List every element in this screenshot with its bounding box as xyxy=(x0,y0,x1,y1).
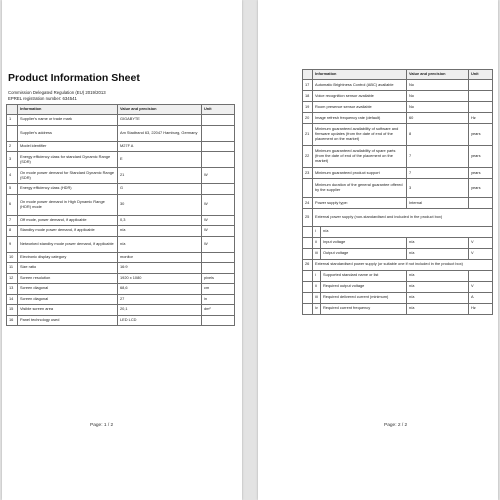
table-row xyxy=(7,305,235,316)
table-row xyxy=(7,294,235,305)
row-information: Screen diagonal xyxy=(18,294,118,305)
row-value: No xyxy=(407,102,469,113)
row-number: 11 xyxy=(7,263,18,274)
row-unit xyxy=(202,263,235,274)
row-number: 8 xyxy=(7,226,18,237)
table-row xyxy=(7,236,235,252)
table-section-row xyxy=(303,259,493,270)
row-sub-index: i xyxy=(313,270,321,281)
row-unit: W xyxy=(202,168,235,184)
table-row xyxy=(303,168,493,179)
row-information: Networked standby mode power demand, if applicable xyxy=(18,236,118,252)
document-page-2 xyxy=(258,0,498,500)
table-row xyxy=(303,270,493,281)
header-information: Information xyxy=(18,105,118,115)
eprel-number: EPREL registration number: 634541 xyxy=(8,96,77,102)
row-unit: dm² xyxy=(202,305,235,316)
table-row xyxy=(303,198,493,209)
row-value: n/a xyxy=(407,303,469,314)
row-unit xyxy=(202,252,235,263)
row-value: n/a xyxy=(407,270,469,281)
row-information: Image refresh frequency rate (default) xyxy=(313,113,407,124)
row-value: 16:9 xyxy=(118,263,202,274)
row-value: n/a xyxy=(118,236,202,252)
row-sub-index: iv xyxy=(313,303,321,314)
table-row xyxy=(303,179,493,198)
row-unit xyxy=(202,184,235,195)
row-information: Room presence sensor available xyxy=(313,102,407,113)
table-row xyxy=(303,113,493,124)
row-sub-index: ii xyxy=(313,237,321,248)
row-value: n/a xyxy=(407,281,469,292)
row-value: LED LCD xyxy=(118,315,202,326)
row-information: Minimum guaranteed availability of spare parts (from the date of end of the placement on the market) xyxy=(313,146,407,168)
row-number: 14 xyxy=(7,294,18,305)
row-number xyxy=(303,226,313,237)
row-unit: V xyxy=(469,248,493,259)
row-value: 7 xyxy=(407,146,469,168)
row-unit: pixels xyxy=(202,273,235,284)
row-value: 27 xyxy=(118,294,202,305)
row-unit: Hz xyxy=(469,113,493,124)
row-unit: W xyxy=(202,236,235,252)
row-information: n/a xyxy=(321,226,493,237)
row-number xyxy=(303,237,313,248)
table-row xyxy=(303,281,493,292)
row-value: M27F A xyxy=(118,141,202,152)
row-number xyxy=(303,292,313,303)
header-number xyxy=(303,70,313,80)
row-information: Required output voltage xyxy=(321,281,407,292)
header-unit: Unit xyxy=(469,70,493,80)
row-information: Power supply type: xyxy=(313,198,407,209)
row-number: 26 xyxy=(303,259,313,270)
table-row xyxy=(7,115,235,126)
row-number xyxy=(303,270,313,281)
table-row xyxy=(7,273,235,284)
row-value: Am Stadtrand 63, 22047 Hamburg, Germany xyxy=(118,125,202,141)
row-value: 21 xyxy=(118,168,202,184)
row-sub-index: i xyxy=(313,226,321,237)
row-number: 13 xyxy=(7,284,18,295)
row-value: n/a xyxy=(407,248,469,259)
row-unit xyxy=(469,91,493,102)
row-number xyxy=(7,125,18,141)
table-row xyxy=(7,252,235,263)
row-unit: years xyxy=(469,179,493,198)
row-unit xyxy=(469,80,493,91)
row-sub-index: iii xyxy=(313,248,321,259)
table-row xyxy=(7,141,235,152)
row-information: Energy efficiency class for standard Dynamic Range (SDR) xyxy=(18,152,118,168)
row-number: 2 xyxy=(7,141,18,152)
row-number: 12 xyxy=(7,273,18,284)
table-row xyxy=(303,80,493,91)
row-unit xyxy=(469,102,493,113)
table-row xyxy=(303,248,493,259)
row-information: Automatic Brightness Control (ABC) available xyxy=(313,80,407,91)
row-information: Energy efficiency class (HDR) xyxy=(18,184,118,195)
page-footer: Page: 1 / 2 xyxy=(90,423,114,428)
table-row xyxy=(7,184,235,195)
table-row xyxy=(7,263,235,274)
header-information: Information xyxy=(313,70,407,80)
table-section-row xyxy=(303,209,493,227)
header-value: Value and precision xyxy=(407,70,469,80)
table-header-row xyxy=(303,70,493,80)
row-unit: years xyxy=(469,168,493,179)
regulation-block xyxy=(8,90,106,103)
document-page-1 xyxy=(2,0,242,500)
row-information: Minimum duration of the general guarantee offered by the supplier xyxy=(313,179,407,198)
row-number: 9 xyxy=(7,236,18,252)
row-value: E xyxy=(118,152,202,168)
row-number: 4 xyxy=(7,168,18,184)
row-sub-index: ii xyxy=(313,281,321,292)
row-unit: V xyxy=(469,281,493,292)
row-value: n/a xyxy=(407,292,469,303)
table-row xyxy=(7,215,235,226)
row-value: 7 xyxy=(407,168,469,179)
row-unit: years xyxy=(469,146,493,168)
row-unit xyxy=(202,152,235,168)
row-value: GIGABYTE xyxy=(118,115,202,126)
page-footer: Page: 2 / 2 xyxy=(384,423,408,428)
row-number: 10 xyxy=(7,252,18,263)
row-number: 18 xyxy=(303,91,313,102)
info-table-page-1 xyxy=(6,104,235,326)
row-unit xyxy=(202,141,235,152)
row-information: Supported standard name or list xyxy=(321,270,407,281)
row-unit xyxy=(202,125,235,141)
row-information: Output voltage xyxy=(321,248,407,259)
row-information: Required current frequency xyxy=(321,303,407,314)
header-unit: Unit xyxy=(202,105,235,115)
row-number: 3 xyxy=(7,152,18,168)
row-number: 7 xyxy=(7,215,18,226)
row-number: 16 xyxy=(7,315,18,326)
table-row xyxy=(303,292,493,303)
table-row xyxy=(7,315,235,326)
row-information: Standby mode power demand, if applicable xyxy=(18,226,118,237)
regulation-text: Commission Delegated Regulation (EU) 2019/2013 xyxy=(8,90,106,95)
row-information: Minimum guaranteed product support xyxy=(313,168,407,179)
table-row xyxy=(7,226,235,237)
row-unit: W xyxy=(202,226,235,237)
row-number: 24 xyxy=(303,198,313,209)
header-number xyxy=(7,105,18,115)
row-unit xyxy=(202,115,235,126)
info-table-page-2 xyxy=(302,69,493,315)
row-number xyxy=(303,281,313,292)
row-information: Electronic display category xyxy=(18,252,118,263)
row-unit: A xyxy=(469,292,493,303)
row-information: Screen resolution xyxy=(18,273,118,284)
row-unit: V xyxy=(469,237,493,248)
row-number: 20 xyxy=(303,113,313,124)
row-information: Model identifier xyxy=(18,141,118,152)
row-number: 22 xyxy=(303,146,313,168)
row-value: monitor xyxy=(118,252,202,263)
row-value: 1920 x 1080 xyxy=(118,273,202,284)
header-value: Value and precision xyxy=(118,105,202,115)
row-value: Internal xyxy=(407,198,469,209)
row-unit xyxy=(202,315,235,326)
row-number xyxy=(303,179,313,198)
row-number xyxy=(303,248,313,259)
row-information: On mode power demand in High Dynamic Range (HDR) mode xyxy=(18,194,118,215)
row-value: 30 xyxy=(118,194,202,215)
table-row xyxy=(303,237,493,248)
row-value: No xyxy=(407,91,469,102)
row-information: Panel technology used xyxy=(18,315,118,326)
row-information: Supplier's address xyxy=(18,125,118,141)
row-unit xyxy=(469,198,493,209)
table-row xyxy=(7,284,235,295)
row-sub-index: iii xyxy=(313,292,321,303)
table-row xyxy=(7,168,235,184)
row-value: 68,6 xyxy=(118,284,202,295)
row-value: n/a xyxy=(407,237,469,248)
table-row xyxy=(303,303,493,314)
section-heading: External standardised power supply (or suitable one if not included in the product box) xyxy=(313,259,493,270)
table-row xyxy=(303,124,493,146)
row-number: 25 xyxy=(303,209,313,227)
row-unit: cm xyxy=(202,284,235,295)
row-number: 1 xyxy=(7,115,18,126)
row-unit: in xyxy=(202,294,235,305)
row-number xyxy=(303,303,313,314)
row-information: Size ratio xyxy=(18,263,118,274)
row-number: 21 xyxy=(303,124,313,146)
table-row xyxy=(7,152,235,168)
row-number: 5 xyxy=(7,184,18,195)
row-information: On mode power demand for Standard Dynamic Range (SDR) xyxy=(18,168,118,184)
row-unit: W xyxy=(202,215,235,226)
row-unit: years xyxy=(469,124,493,146)
row-information: Off mode, power demand, if applicable xyxy=(18,215,118,226)
row-value: 0,3 xyxy=(118,215,202,226)
row-value: G xyxy=(118,184,202,195)
row-value: n/a xyxy=(118,226,202,237)
row-information: Voice recognition sensor available xyxy=(313,91,407,102)
row-information: Minimum guaranteed availability of software and firmware updates (from the date of end of the placement on the market) xyxy=(313,124,407,146)
row-number: 17 xyxy=(303,80,313,91)
row-number: 15 xyxy=(7,305,18,316)
row-information: Supplier's name or trade mark xyxy=(18,115,118,126)
row-information: Screen diagonal xyxy=(18,284,118,295)
row-unit: Hz xyxy=(469,303,493,314)
table-row xyxy=(7,125,235,141)
row-number: 23 xyxy=(303,168,313,179)
row-number: 19 xyxy=(303,102,313,113)
row-value: 60 xyxy=(407,113,469,124)
row-number: 6 xyxy=(7,194,18,215)
row-value: 20,1 xyxy=(118,305,202,316)
row-unit: W xyxy=(202,194,235,215)
row-value: No xyxy=(407,80,469,91)
row-value: 3 xyxy=(407,179,469,198)
section-heading: External power supply (non-standardised and included in the product box) xyxy=(313,209,493,227)
table-row xyxy=(303,226,493,237)
table-header-row xyxy=(7,105,235,115)
row-unit xyxy=(469,270,493,281)
row-information: Input voltage xyxy=(321,237,407,248)
row-value: 8 xyxy=(407,124,469,146)
sheet-title: Product Information Sheet xyxy=(8,72,140,84)
table-row xyxy=(303,102,493,113)
table-row xyxy=(303,91,493,102)
table-row xyxy=(7,194,235,215)
row-information: Required delivered current (minimum) xyxy=(321,292,407,303)
table-row xyxy=(303,146,493,168)
row-information: Visible screen area xyxy=(18,305,118,316)
